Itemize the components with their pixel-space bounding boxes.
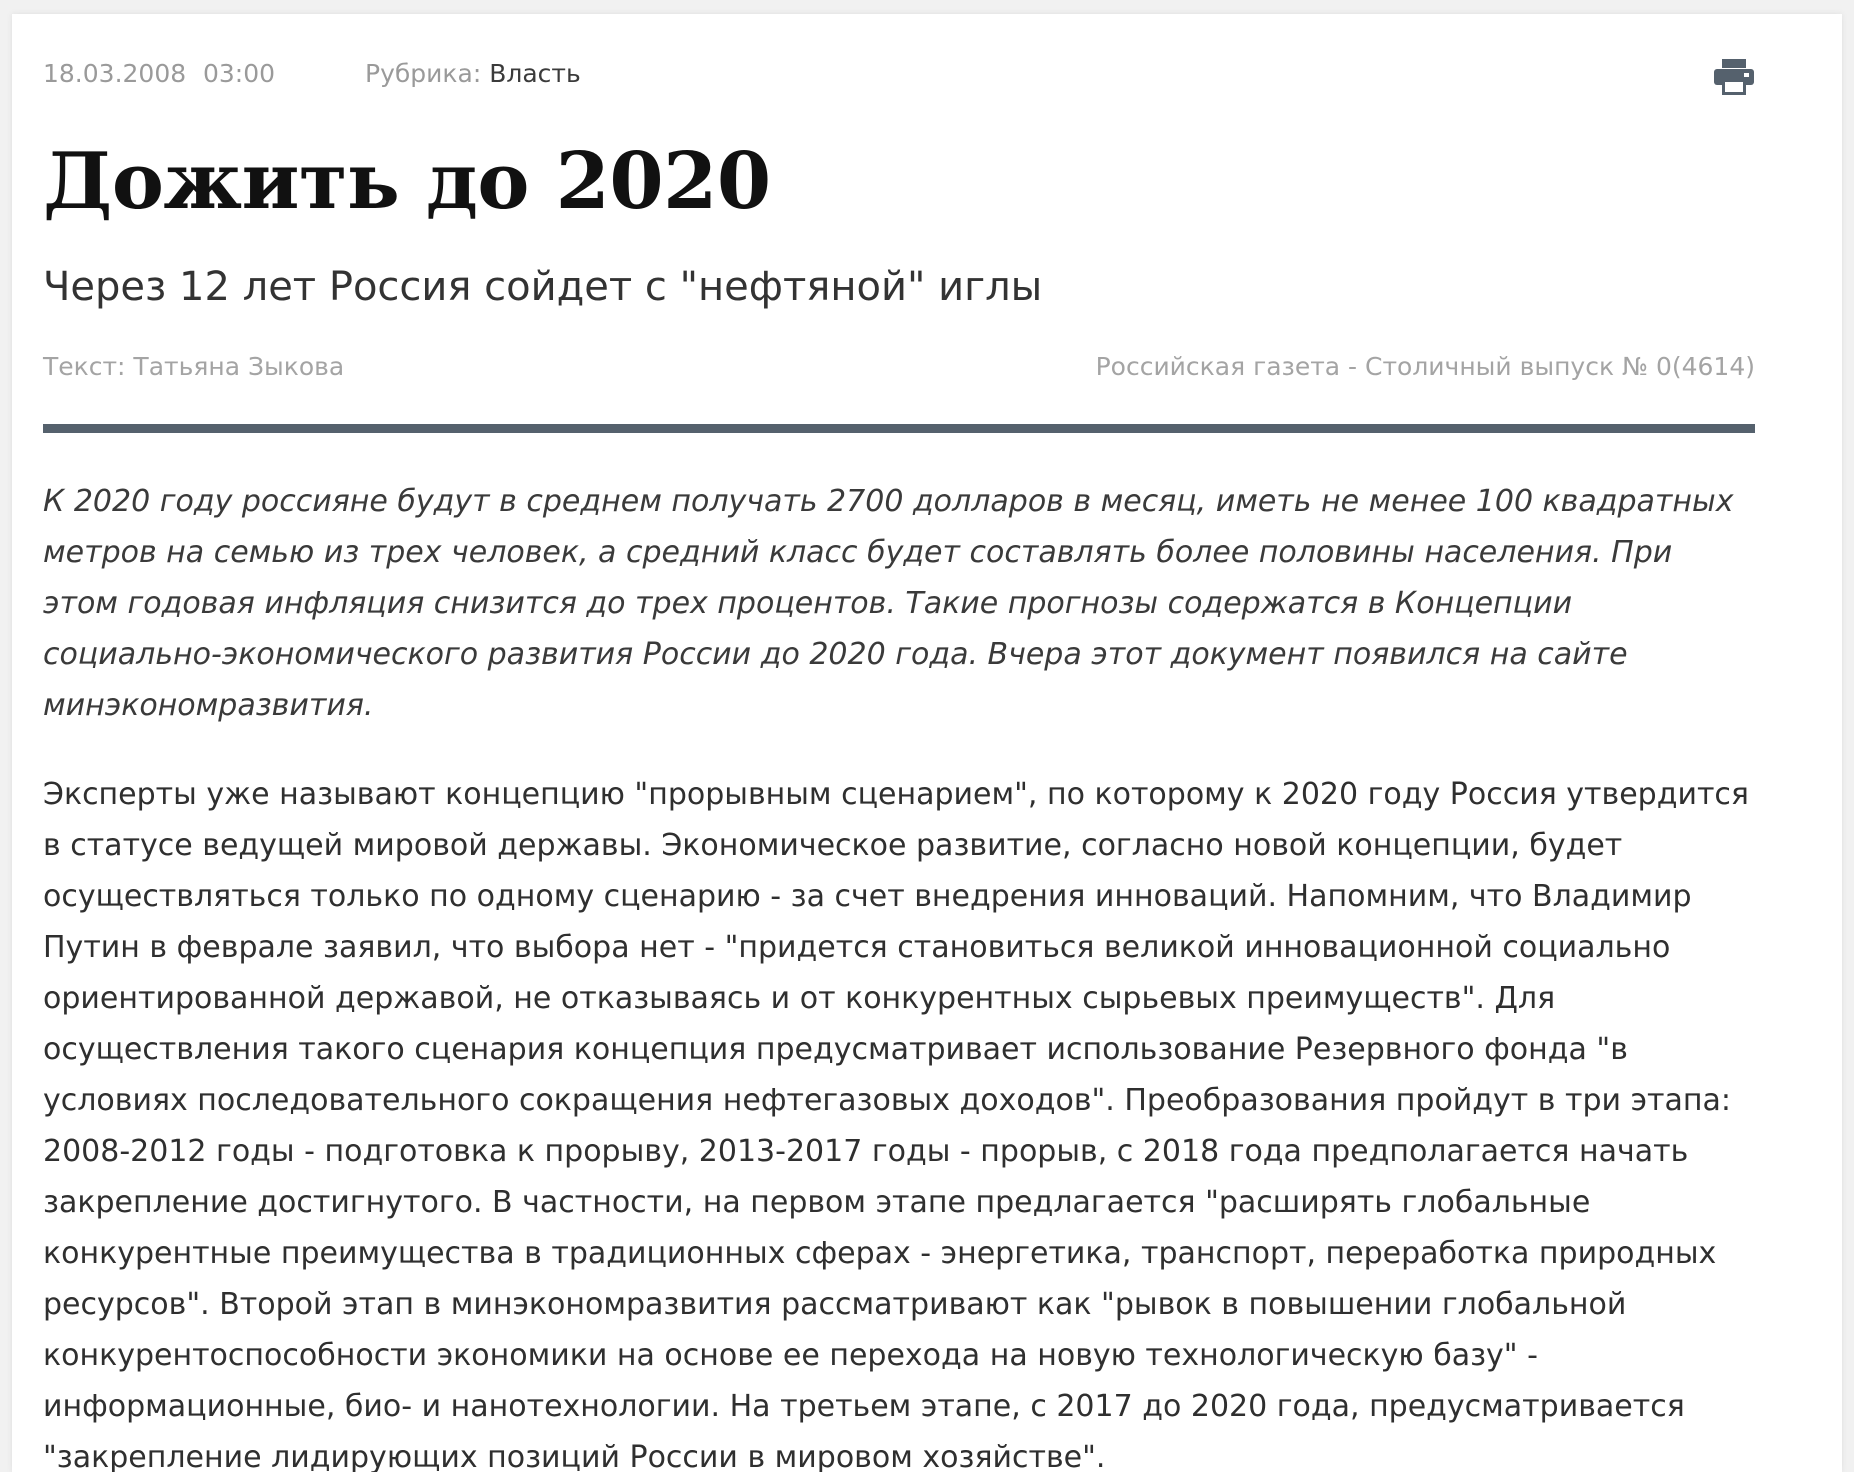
publish-date: 18.03.2008 [43,59,187,88]
publication-source: Российская газета - Столичный выпуск № 0(4614) [1095,352,1755,381]
article-card [12,14,1842,1472]
publish-time: 03:00 [203,59,276,88]
author: Текст: Татьяна Зыкова [43,352,345,381]
print-icon[interactable] [1713,57,1755,97]
article-body: Эксперты уже называют концепцию "прорывным сценарием", по которому к 2020 году Россия утвердится в статусе ведущей мировой державы. Экономическое развитие, согласно новой концепции, будет осуществляться только по одному сценарию - за счет внедрения инноваций. Напомним, что Владимир Путин в феврале заявил, что выбора нет - "придется становиться великой инновационной социально ориентированной державой, не отказываясь и от конкурентных сырьевых преимуществ". Для осуществления такого сценария концепция предусматривает использование Резервного фонда "в условиях последовательного сокращения нефтегазовых доходов". Преобразования пройдут в три этапа: 2008-2012 годы - подготовка к прорыву, 2013-2017 годы - прорыв, с 2018 года предполагается начать закрепление достигнутого. В частности, на первом этапе предлагается "расширять глобальные конкурентные преимущества в традиционных сферах - энергетика, транспорт, переработка природных ресурсов". Второй этап в минэкономразвития рассматривают как "рывок в повышении глобальной конкурентоспособности экономики на основе ее перехода на новую технологическую базу" - информационные, био- и нанотехнологии. На третьем этапе, с 2017 до 2020 года, предусматривается "закрепление лидирующих позиций России в мировом хозяйстве". [43,777,1749,1472]
article-lead: К 2020 году россияне будут в среднем получать 2700 долларов в месяц, иметь не менее 100 квадратных метров на семью из трех человек, а средний класс будет составлять более половины населения. При этом годовая инфляция снизится до трех процентов. Такие прогнозы содержатся в Концепции социально-экономического развития России до 2020 года. Вчера этот документ появился на сайте минэкономразвития. [43,484,1734,723]
divider [43,424,1755,433]
rubric-label: Рубрика: [365,59,482,88]
article-subtitle: Через 12 лет Россия сойдет с "нефтяной" иглы [43,264,1043,310]
rubric [365,59,581,88]
rubric-link[interactable]: Власть [489,59,581,88]
article-headline: Дожить до 2020 [43,136,771,227]
article-meta [43,57,1755,97]
byline [43,352,1755,392]
